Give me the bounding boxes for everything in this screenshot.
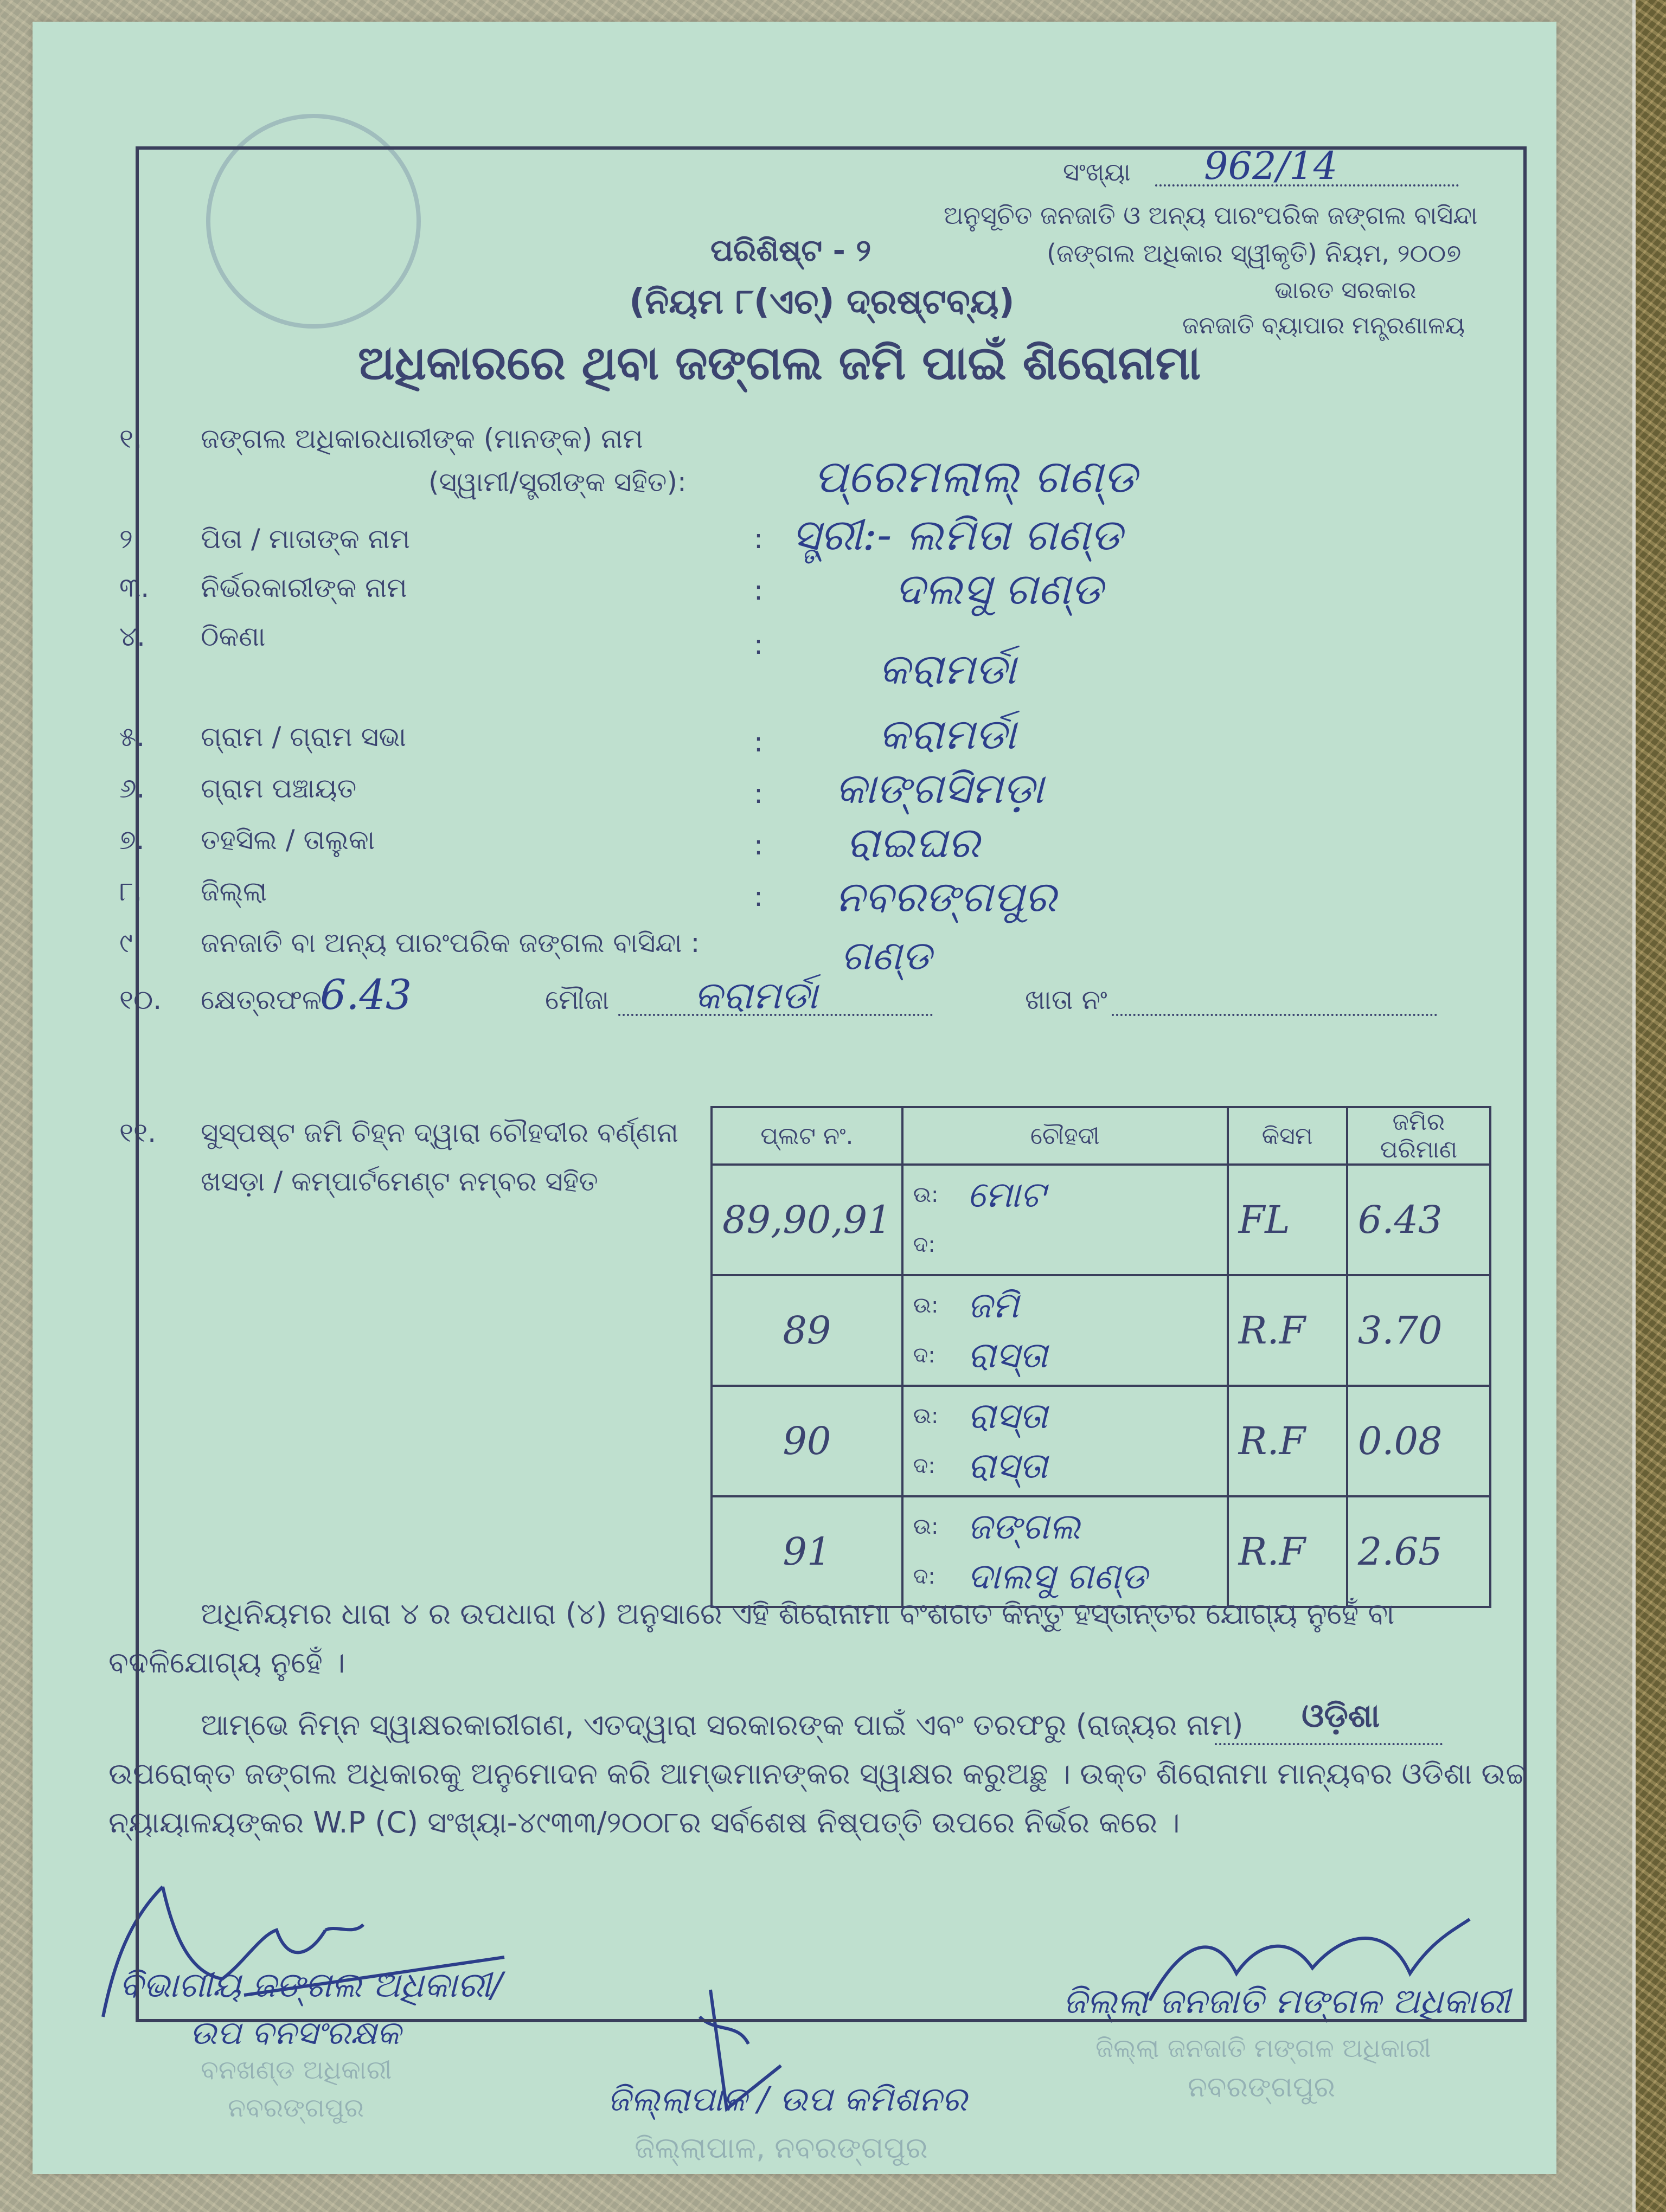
south-key: ଦ: <box>913 1232 935 1257</box>
dfo-title: ବିଭାଗୀୟ ଜଙ୍ଗଲ ଅଧିକାରୀ/ <box>119 1965 503 2005</box>
area-label: କ୍ଷେତ୍ରଫଳ <box>201 984 322 1015</box>
title-document: ସଂଖ୍ୟା 962/14 ଅନୁସୂଚିତ ଜନଜାତି ଓ ଅନ୍ୟ ପାରଂପରିକ ଜଙ୍ଗଲ ବାସିନ୍ଦା (ଜଙ୍ଗଲ ଅଧିକାର ସ୍ୱୀକୃତି) ନିୟମ, ୨୦୦୭ ଭାରତ ସରକାର ଜନଜାତି ବ୍ୟାପାର ମନ୍ତ୍ରଣାଳୟ ପରିଶିଷ୍ଟ - ୨ (ନିୟମ ୮(ଏଚ୍) ଦ୍ରଷ୍ଟବ୍ୟ) ଅଧିକାରରେ ଥିବା ଜଙ୍ଗଲ ଜମି ପାଇଁ ଶିରୋନାମା ୧. ଜଙ୍ଗଲ ଅଧିକାରଧାରୀଙ୍କ (ମାନଙ୍କ) ନାମ (ସ୍ୱାମୀ/ସ୍ତ୍ରୀଙ୍କ ସହିତ): ପ୍ରେମଲାଲ୍ ଗଣ୍ଡ ୨. ପିତା / ମାତାଙ୍କ ନାମ : ସ୍ତ୍ରୀ:- ଲମିତା ଗଣ୍ଡ ୩. ନିର୍ଭରକାରୀଙ୍କ ନାମ : ଦଲସୁ ଗଣ୍ଡ ୪. ଠିକଣା : କରାମର୍ଡା ୫. ଗ୍ରାମ / ଗ୍ରାମ ସଭା : କରାମର୍ଡା ୬. ଗ୍ରାମ ପଞ୍ଚାୟତ : କାଙ୍ଗସିମଡ଼ା ୭. ତହସିଲ / ତାଲୁକା : ରାଇଘର ୮. ଜିଲ୍ଲା : ନବରଙ୍ଗପୁର ୯. ଜନଜାତି ବା ଅନ୍ୟ ପାରଂପରିକ ଜଙ୍ଗଲ ବାସିନ୍ଦା : ଗଣ୍ଡ ୧୦. କ୍ଷେତ୍ରଫଳ 6.43 ମୌଜା କରାମର୍ଡା ଖାତା ନଂ ୧୧. ସୁସ୍ପଷ୍ଟ ଜମି ଚିହ୍ନ ଦ୍ୱାରା ଚୌହଦୀର ବର୍ଣ୍ଣନା ଖସଡ଼ା / କମ୍ପାର୍ଟମେଣ୍ଟ ନମ୍ବର ସହିତ ପ୍ଲଟ ନଂ. ଚୌହଦୀ କିସମ ଜମିର ପରିମାଣ 89,90,91 ଉ: ମୋଟ ଦ: FL 6.43 89 ଉ: ଜମି ଦ: ରାସ୍ତା R.F 3.70 90 ଉ: ରାସ୍ତା ଦ: ରାସ୍ତା R.F 0.08 91 ଉ: ଜଙ୍ଗଲ ଦ: ଦାଲସୁ ଗଣ୍ଡ R.F 2.65 ଅଧିନିୟମର ଧାରା ୪ ର ଉପଧାରା (୪) ଅନୁସାରେ ଏହି ଶିରୋନାମା ବଂଶଗତ କିନ୍ତୁ ହସ୍ତାନ୍ତର ଯୋଗ୍ୟ ନୁହେଁ ବା ବଦଳିଯୋଗ୍ୟ ନୁହେଁ । ଆମ୍ଭେ ନିମ୍ନ ସ୍ୱାକ୍ଷରକାରୀଗଣ, ଏତଦ୍ୱାରା ସରକାରଙ୍କ ପାଇଁ ଏବଂ ତରଫରୁ (ରାଜ୍ୟର ନାମ) ଓଡ଼ିଶା ଉପରୋକ୍ତ ଜଙ୍ଗଲ ଅଧିକାରକୁ ଅନୁମୋଦନ କରି ଆମ୍ଭମାନଙ୍କର ସ୍ୱାକ୍ଷର କରୁଅଛୁ । ଉକ୍ତ ଶିରୋନାମା ମାନ୍ୟବର ଓଡିଶା ଉଚ୍ଚ ନ୍ୟାୟାଳୟଙ୍କର W.P (C) ସଂଖ୍ୟା-୪୯୩୩/୨୦୦୮ର ସର୍ବଶେଷ ନିଷ୍ପତ୍ତି ଉପରେ ନିର୍ଭର କରେ । ବିଭାଗୀୟ ଜଙ୍ଗଲ ଅଧିକାରୀ/ ଉପ ବନସଂରକ୍ଷକ ବନଖଣ୍ଡ ଅଧିକାରୀ ନବରଙ୍ଗପୁର ଜିଲ୍ଲାପାଳ / ଉପ କମିଶନର ଜିଲ୍ଲାପାଳ, ନବରଙ୍ଗପୁର ଜିଲ୍ଲା ଜନଜାତି ମଙ୍ଗଳ ଅଧିକାରୀ ଜିଲ୍ଲା ଜନଜାତି ମଙ୍ଗଳ ଅଧିକାରୀ ନବରଙ୍ଗପୁର <box>33 22 1556 2174</box>
field-num: ୯. <box>119 927 142 959</box>
south-boundary: ରାସ୍ତା <box>967 1334 1048 1376</box>
north-key: ଉ: <box>913 1404 939 1429</box>
north-key: ଉ: <box>913 1514 939 1539</box>
document-frame <box>136 146 1527 2022</box>
dfo-stamp-place: ନବରଙ୍ଗପୁର <box>228 2093 364 2123</box>
field-label-2: (ସ୍ୱାମୀ/ସ୍ତ୍ରୀଙ୍କ ସହିତ): <box>428 466 687 498</box>
north-boundary: ଜମି <box>967 1284 1019 1326</box>
north-boundary: ଜଙ୍ଗଲ <box>967 1505 1081 1547</box>
land-area: 2.65 <box>1347 1496 1490 1607</box>
field-num: ୩. <box>119 572 150 603</box>
field-num: ୨. <box>119 523 142 555</box>
field-label: ପିତା / ମାତାଙ୍କ ନାମ <box>201 523 411 555</box>
field-label: ନିର୍ଭରକାରୀଙ୍କ ନାମ <box>201 572 407 603</box>
field-label: ଠିକଣା <box>201 621 266 652</box>
field-label: ଜଙ୍ଗଲ ଅଧିକାରଧାରୀଙ୍କ (ମାନଙ୍କ) ନାମ <box>201 423 643 454</box>
plot-number: 90 <box>712 1386 902 1496</box>
south-boundary: ଦାଲସୁ ଗଣ୍ଡ <box>967 1555 1148 1597</box>
south-key: ଦ: <box>913 1343 935 1368</box>
appendix-label: ପରିଶିଷ୍ଟ - ୨ <box>710 233 872 268</box>
field-num: ୬. <box>119 773 145 804</box>
north-boundary: ରାସ୍ତା <box>967 1394 1048 1437</box>
field-num: ୧. <box>119 423 142 454</box>
collector-title: ଜିଲ୍ଲାପାଳ / ଉପ କମିଶନର <box>607 2079 967 2119</box>
land-type: R.F <box>1228 1496 1347 1607</box>
field-label: ତହସିଲ / ତାଲୁକା <box>201 824 375 856</box>
act-line-1: ଅନୁସୂଚିତ ଜନଜାତି ଓ ଅନ୍ୟ ପାରଂପରିକ ଜଙ୍ଗଲ ବାସିନ୍ଦା <box>944 201 1478 230</box>
field-num: ୮. <box>119 876 142 907</box>
col-boundary-header: ଚୌହଦୀ <box>902 1107 1228 1165</box>
field-value: କରାମର୍ଡା <box>879 710 1016 759</box>
field-value: କାଙ୍ଗସିମଡ଼ା <box>835 764 1044 813</box>
north-key: ଉ: <box>913 1293 939 1318</box>
land-area: 0.08 <box>1347 1386 1490 1496</box>
col-plot-header: ପ୍ଲଟ ନଂ. <box>712 1107 902 1165</box>
north-key: ଉ: <box>913 1182 939 1207</box>
field-num: ୪. <box>119 621 145 652</box>
mouza-value: କରାମର୍ଡା <box>694 973 818 1018</box>
field-value: ସ୍ତ୍ରୀ:- ଲମିତା ଗଣ୍ଡ <box>792 510 1123 560</box>
south-key: ଦ: <box>913 1454 935 1478</box>
field-value: ଦଲସୁ ଗଣ୍ଡ <box>895 564 1103 614</box>
boundary-label-2: ଖସଡ଼ା / କମ୍ପାର୍ଟମେଣ୍ଟ ନମ୍ବର ସହିତ <box>201 1166 598 1197</box>
land-type: FL <box>1228 1165 1347 1275</box>
field-value: ଗଣ୍ଡ <box>841 933 932 979</box>
khata-label: ଖାତା ନଂ <box>1025 984 1107 1015</box>
rule-reference: (ନିୟମ ୮(ଏଚ୍) ଦ୍ରଷ୍ଟବ୍ୟ) <box>629 282 1015 322</box>
act-line-2: (ଜଙ୍ଗଲ ଅଧିକାର ସ୍ୱୀକୃତି) ନିୟମ, ୨୦୦୭ <box>1047 239 1462 268</box>
north-boundary: ମୋଟ <box>967 1173 1045 1216</box>
mouza-label: ମୌଜା <box>545 984 610 1015</box>
boundary-num: ୧୧. <box>119 1117 156 1148</box>
col-kisam-header: କିସମ <box>1228 1107 1347 1165</box>
paragraph-2-line-1: ଆମ୍ଭେ ନିମ୍ନ ସ୍ୱାକ୍ଷରକାରୀଗଣ, ଏତଦ୍ୱାରା ସରକାରଙ୍କ ପାଇଁ ଏବଂ ତରଫରୁ (ରାଜ୍ୟର ନାମ) <box>201 1708 1244 1742</box>
land-type: R.F <box>1228 1275 1347 1386</box>
col-area-header: ଜମିର ପରିମାଣ <box>1347 1107 1490 1165</box>
field-value: ରାଇଘର <box>846 819 980 867</box>
field-value: ପ୍ରେମଲାଲ୍ ଗଣ୍ଡ <box>813 450 1137 503</box>
field-num: ୭. <box>119 824 145 856</box>
dfo-stamp-text: ବନଖଣ୍ଡ ଅଧିକାରୀ <box>201 2055 392 2085</box>
plot-number: 89,90,91 <box>712 1165 902 1275</box>
land-area: 6.43 <box>1347 1165 1490 1275</box>
paragraph-1-line-1: ଅଧିନିୟମର ଧାରା ୪ ର ଉପଧାରା (୪) ଅନୁସାରେ ଏହି ଶିରୋନାମା ବଂଶଗତ କିନ୍ତୁ ହସ୍ତାନ୍ତର ଯୋଗ୍ୟ ନୁହେଁ ବା <box>201 1597 1395 1631</box>
paragraph-2-line-3: ନ୍ୟାୟାଳୟଙ୍କର W.P (C) ସଂଖ୍ୟା-୪୯୩୩/୨୦୦୮ର ସର୍ବଶେଷ ନିଷ୍ପତ୍ତି ଉପରେ ନିର୍ଭର କରେ । <box>108 1805 1180 1840</box>
dwo-title: ଜିଲ୍ଲା ଜନଜାତି ମଙ୍ଗଳ ଅଧିକାରୀ <box>1063 1982 1510 2022</box>
paragraph-2-line-2: ଉପରୋକ୍ତ ଜଙ୍ଗଲ ଅଧିକାରକୁ ଅନୁମୋଦନ କରି ଆମ୍ଭମାନଙ୍କର ସ୍ୱାକ୍ଷର କରୁଅଛୁ । ଉକ୍ତ ଶିରୋନାମା ମାନ୍ୟବର ଓଡିଶା ଉଚ୍ଚ <box>108 1757 1526 1791</box>
dwo-stamp-text: ଜିଲ୍ଲା ଜନଜାତି ମଙ୍ଗଳ ଅଧିକାରୀ <box>1095 2033 1431 2063</box>
plot-number: 91 <box>712 1496 902 1607</box>
field-num: ୫. <box>119 721 145 753</box>
field-value: ନବରଙ୍ଗପୁର <box>835 873 1057 922</box>
field-label: ଗ୍ରାମ / ଗ୍ରାମ ସଭା <box>201 721 406 753</box>
state-name: ଓଡ଼ିଶା <box>1302 1697 1380 1735</box>
area-row-num: ୧୦. <box>119 984 162 1015</box>
land-area: 3.70 <box>1347 1275 1490 1386</box>
page-title: ଅଧିକାରରେ ଥିବା ଜଙ୍ଗଲ ଜମି ପାଇଁ ଶିରୋନାମା <box>358 336 1201 390</box>
south-boundary: ରାସ୍ତା <box>967 1444 1048 1487</box>
serial-label: ସଂଖ୍ୟା <box>1063 157 1131 187</box>
act-line-4: ଜନଜାତି ବ୍ୟାପାର ମନ୍ତ୍ରଣାଳୟ <box>1182 312 1465 339</box>
field-label: ଗ୍ରାମ ପଞ୍ଚାୟତ <box>201 773 357 804</box>
area-value: 6.43 <box>320 970 412 1019</box>
dfo-subtitle: ଉପ ବନସଂରକ୍ଷକ <box>190 2014 401 2052</box>
land-type: R.F <box>1228 1386 1347 1496</box>
serial-value: 962/14 <box>1204 144 1338 188</box>
dwo-stamp-place: ନବରଙ୍ଗପୁର <box>1188 2071 1336 2104</box>
field-value: କରାମର୍ଡା <box>879 645 1016 694</box>
act-line-3: ଭାରତ ସରକାର <box>1274 276 1417 304</box>
collector-stamp-text: ଜିଲ୍ଲାପାଳ, ନବରଙ୍ଗପୁର <box>635 2131 928 2165</box>
field-label: ଜିଲ୍ଲା <box>201 876 267 907</box>
plot-number: 89 <box>712 1275 902 1386</box>
field-label: ଜନଜାତି ବା ଅନ୍ୟ ପାରଂପରିକ ଜଙ୍ଗଲ ବାସିନ୍ଦା : <box>201 927 700 959</box>
south-key: ଦ: <box>913 1564 935 1589</box>
boundary-label: ସୁସ୍ପଷ୍ଟ ଜମି ଚିହ୍ନ ଦ୍ୱାରା ଚୌହଦୀର ବର୍ଣ୍ଣନା <box>201 1117 678 1148</box>
paragraph-1-line-2: ବଦଳିଯୋଗ୍ୟ ନୁହେଁ । <box>108 1645 345 1680</box>
